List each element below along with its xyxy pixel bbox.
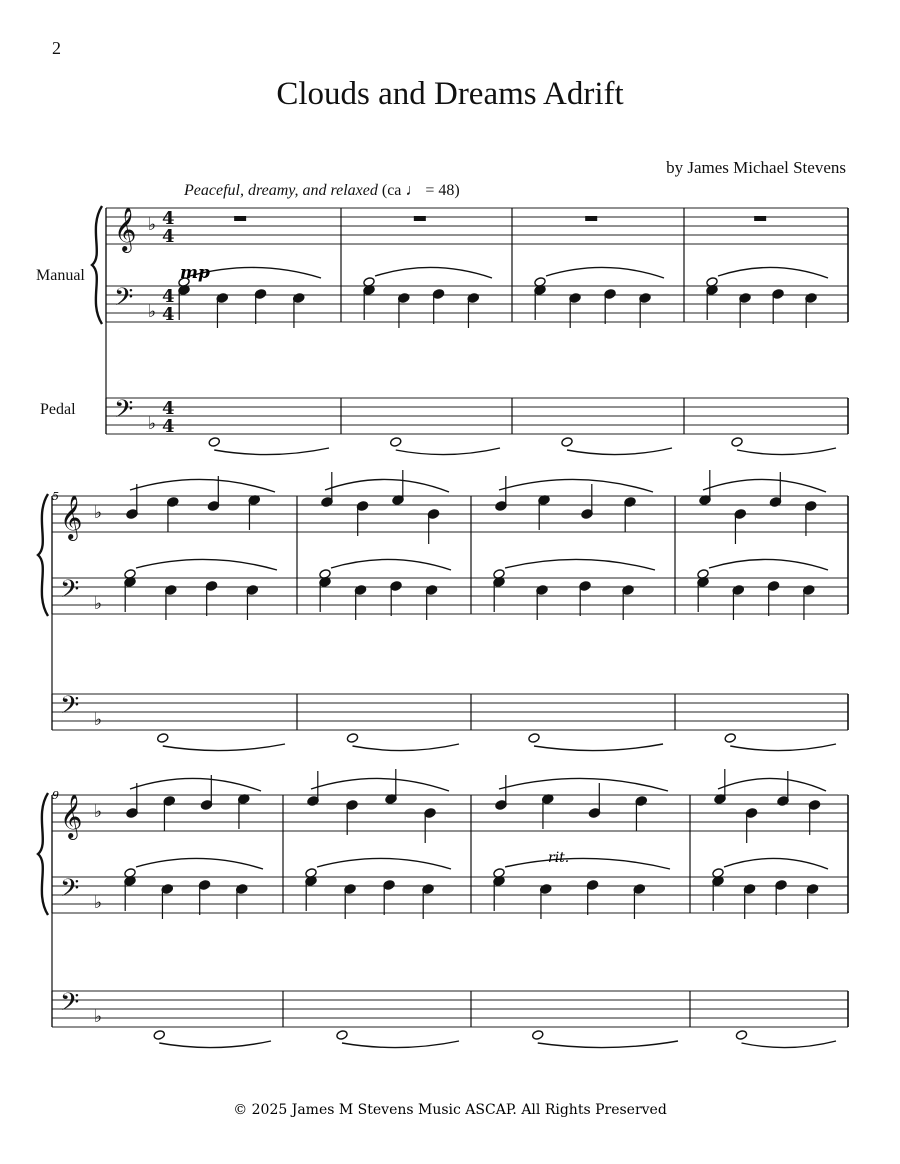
flat-icon: ♭ bbox=[94, 893, 103, 913]
melody-slur bbox=[130, 479, 275, 492]
bass-slur bbox=[709, 559, 828, 570]
pedal-note bbox=[528, 733, 540, 744]
pedal-note bbox=[157, 733, 169, 744]
melody-slur bbox=[325, 479, 449, 492]
bass-slur bbox=[375, 267, 492, 278]
bass-clef-icon: 𝄢 bbox=[114, 395, 134, 430]
time-signature-top: 4 bbox=[162, 286, 175, 307]
treble-clef-icon: 𝄞 bbox=[114, 207, 137, 251]
flat-icon: ♭ bbox=[94, 503, 103, 523]
pedal-note bbox=[390, 437, 402, 448]
bass-clef-icon: 𝄢 bbox=[60, 575, 80, 610]
grand-staff-brace bbox=[92, 206, 102, 324]
melody-slur bbox=[703, 479, 826, 492]
bass-clef-icon: 𝄢 bbox=[60, 988, 80, 1023]
pedal-note bbox=[346, 733, 358, 744]
pedal-tie bbox=[567, 448, 672, 455]
pedal-note bbox=[731, 437, 743, 448]
melody-slur bbox=[718, 778, 826, 791]
time-signature-top: 4 bbox=[162, 398, 175, 419]
whole-rest-icon bbox=[585, 216, 597, 221]
time-signature-bottom: 4 bbox=[162, 416, 175, 437]
melody-slur bbox=[130, 778, 261, 791]
pedal-tie bbox=[396, 448, 500, 455]
flat-icon: ♭ bbox=[94, 802, 103, 822]
quarter-note-icon: ♩ bbox=[405, 182, 422, 199]
whole-rest-icon bbox=[234, 216, 246, 221]
composer-credit: by James Michael Stevens bbox=[666, 158, 846, 177]
tempo-text: Peaceful, dreamy, and relaxed bbox=[184, 182, 378, 199]
pedal-tie bbox=[742, 1041, 837, 1048]
bass-slur bbox=[505, 559, 655, 570]
flat-icon: ♭ bbox=[148, 414, 157, 434]
pedal-note bbox=[336, 1030, 348, 1041]
time-signature-top: 4 bbox=[162, 208, 175, 229]
manual-label: Manual bbox=[36, 267, 85, 284]
time-signature-bottom: 4 bbox=[162, 304, 175, 325]
bass-slur bbox=[546, 267, 664, 278]
piece-title: Clouds and Dreams Adrift bbox=[276, 76, 624, 112]
pedal-label: Pedal bbox=[40, 401, 76, 418]
bass-slur bbox=[317, 858, 451, 869]
dynamic-mp: mp bbox=[180, 263, 210, 283]
pedal-note bbox=[532, 1030, 544, 1041]
measure-number-5: 5 bbox=[52, 490, 59, 503]
page-number: 2 bbox=[52, 38, 61, 58]
pedal-tie bbox=[353, 744, 460, 751]
time-signature-bottom: 4 bbox=[162, 226, 175, 247]
flat-icon: ♭ bbox=[94, 710, 103, 730]
bass-slur bbox=[136, 858, 263, 869]
pedal-tie bbox=[163, 744, 285, 751]
pedal-tie bbox=[538, 1041, 678, 1048]
pedal-tie bbox=[159, 1041, 271, 1048]
bass-clef-icon: 𝄢 bbox=[60, 691, 80, 726]
pedal-note bbox=[561, 437, 573, 448]
pedal-tie bbox=[342, 1041, 459, 1048]
melody-slur bbox=[499, 479, 653, 492]
tempo-prefix: (ca bbox=[381, 182, 402, 199]
bass-slur bbox=[505, 858, 670, 869]
pedal-note bbox=[153, 1030, 165, 1041]
melody-slur bbox=[499, 778, 668, 791]
whole-rest-icon bbox=[414, 216, 426, 221]
flat-icon: ♭ bbox=[148, 302, 157, 322]
treble-clef-icon: 𝄞 bbox=[60, 794, 83, 838]
flat-icon: ♭ bbox=[148, 215, 157, 235]
pedal-tie bbox=[534, 744, 663, 751]
pedal-tie bbox=[214, 448, 329, 455]
flat-icon: ♭ bbox=[94, 1007, 103, 1027]
pedal-note bbox=[735, 1030, 747, 1041]
bass-clef-icon: 𝄢 bbox=[114, 283, 134, 318]
score-systems bbox=[38, 206, 848, 1048]
bass-clef-icon: 𝄢 bbox=[60, 874, 80, 909]
pedal-tie bbox=[737, 448, 836, 455]
tempo-value: = 48) bbox=[425, 182, 460, 199]
whole-rest-icon bbox=[754, 216, 766, 221]
rit-marking: rit. bbox=[548, 850, 570, 866]
measure-number-9: 9 bbox=[52, 789, 59, 802]
pedal-note bbox=[208, 437, 220, 448]
bass-slur bbox=[718, 267, 828, 278]
pedal-tie bbox=[730, 744, 836, 751]
treble-clef-icon: 𝄞 bbox=[60, 495, 83, 539]
flat-icon: ♭ bbox=[94, 594, 103, 614]
melody-slur bbox=[311, 778, 449, 791]
grand-staff-brace bbox=[38, 793, 48, 915]
bass-slur bbox=[136, 559, 277, 570]
copyright-notice: © 2025 James M Stevens Music ASCAP. All Rights Preserved bbox=[233, 1102, 667, 1118]
pedal-note bbox=[724, 733, 736, 744]
bass-slur bbox=[331, 559, 451, 570]
bass-slur bbox=[724, 858, 828, 869]
grand-staff-brace bbox=[38, 494, 48, 616]
